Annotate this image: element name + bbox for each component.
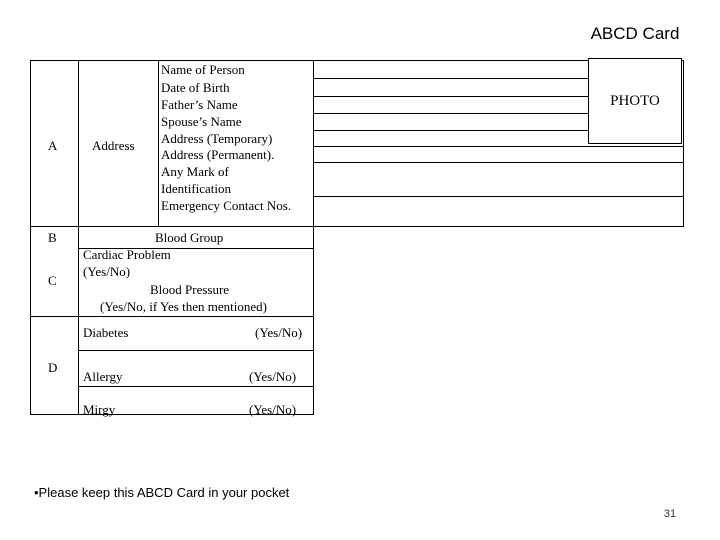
photo-label: PHOTO <box>610 92 660 109</box>
field-mirgy-options: (Yes/No) <box>249 402 297 417</box>
field-date-of-birth: Date of Birth <box>161 80 230 95</box>
field-diabetes: Diabetes <box>83 325 129 340</box>
section-b-label: B <box>48 230 57 245</box>
page-number: 31 <box>663 508 677 520</box>
card-title: ABCD Card <box>590 24 680 43</box>
field-cardiac-options: (Yes/No) <box>83 264 131 279</box>
field-address-temporary: Address (Temporary) <box>161 131 273 146</box>
section-c-label: C <box>48 273 57 288</box>
field-mark-of: Any Mark of <box>161 164 229 179</box>
field-blood-group: Blood Group <box>155 230 224 245</box>
photo-box <box>588 58 682 144</box>
field-cardiac-problem: Cardiac Problem <box>83 247 171 262</box>
field-fathers-name: Father’s Name <box>161 97 238 112</box>
field-allergy: Allergy <box>83 369 123 384</box>
footer-note: •Please keep this ABCD Card in your pocket <box>34 485 290 500</box>
address-label: Address <box>92 138 135 153</box>
field-name-of-person: Name of Person <box>161 62 245 77</box>
field-blood-pressure: Blood Pressure <box>150 282 230 297</box>
field-blood-pressure-options: (Yes/No, if Yes then mentioned) <box>100 299 267 314</box>
field-diabetes-options: (Yes/No) <box>255 325 303 340</box>
field-spouses-name: Spouse’s Name <box>161 114 242 129</box>
section-a-label: A <box>48 138 58 153</box>
section-d-label: D <box>48 360 58 375</box>
field-mirgy: Mirgy <box>83 402 116 417</box>
field-address-permanent: Address (Permanent). <box>161 147 275 162</box>
field-identification: Identification <box>161 181 232 196</box>
field-allergy-options: (Yes/No) <box>249 369 297 384</box>
field-emergency-contact: Emergency Contact Nos. <box>161 198 292 213</box>
